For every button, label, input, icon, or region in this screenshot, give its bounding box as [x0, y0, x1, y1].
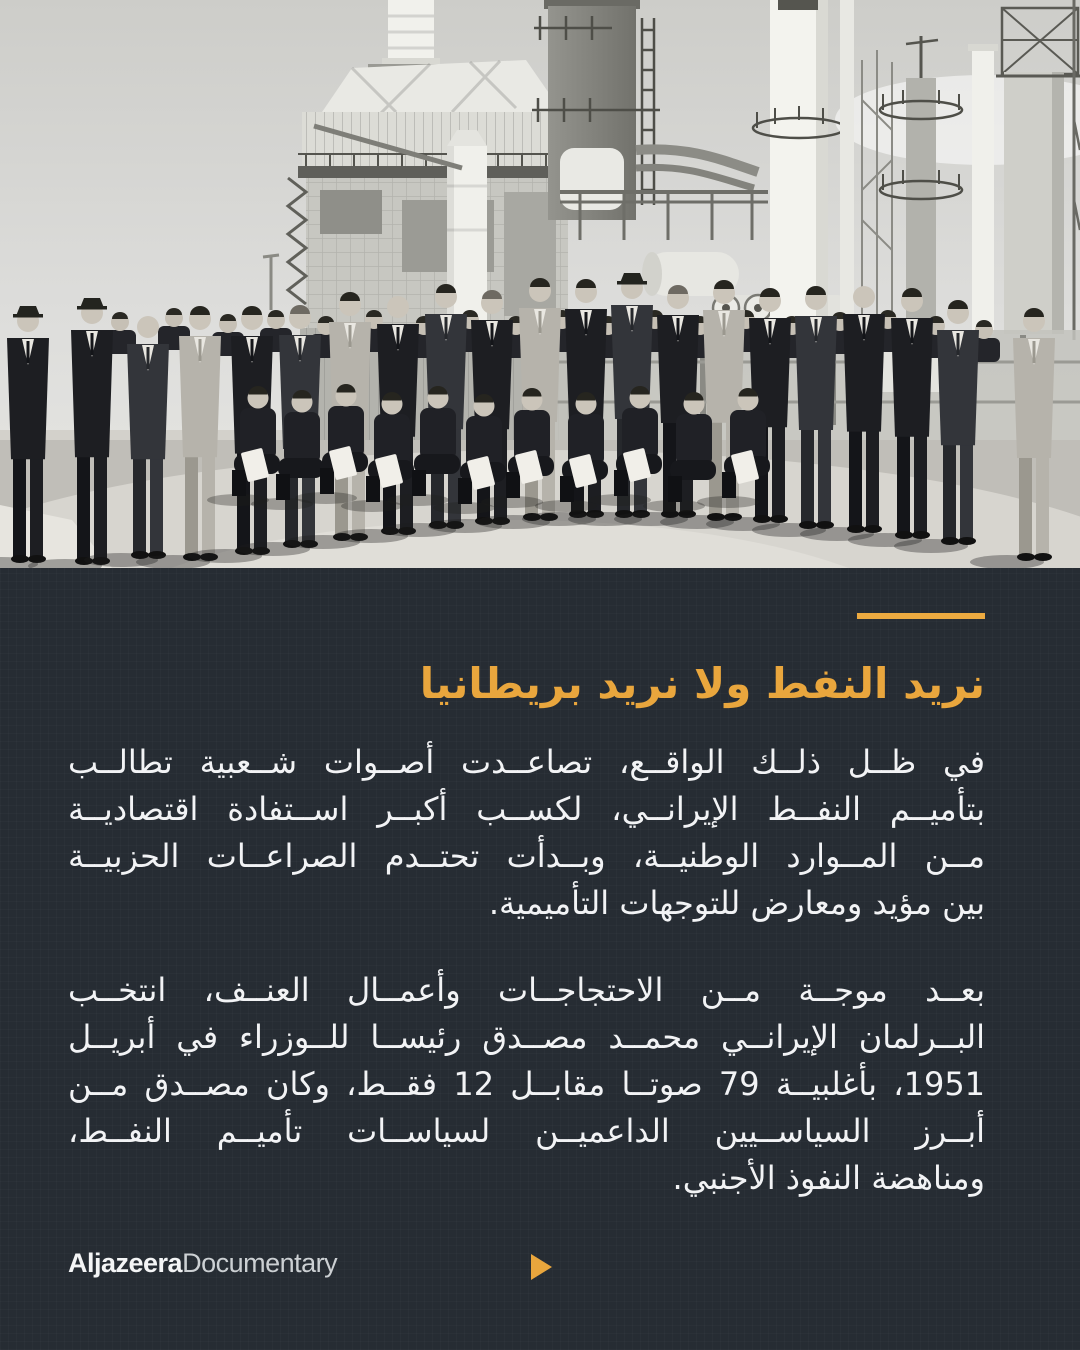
paragraph-line: بتأميــم النفــط الإيرانــي، لكســب أكبــر اســتفادة اقتصاديــة [68, 790, 985, 828]
brand-bold: Aljazeera [68, 1248, 183, 1278]
paragraph-line: ومناهضة النفوذ الأجنبي. [672, 1159, 985, 1197]
brand-light: Documentary [182, 1248, 338, 1278]
article-title: نريد النفط ولا نريد بريطانيا [419, 659, 985, 708]
paragraph-line: في ظــل ذلــك الواقــع، تصاعــدت أصــوات شــعبية تطالــب [68, 743, 985, 781]
play-icon[interactable] [531, 1254, 552, 1280]
paragraph-line: بين مؤيد ومعارض للتوجهات التأميمية. [488, 884, 985, 922]
refinery-group-photo-illustration [0, 0, 1080, 568]
paragraph-line: البــرلمان الإيرانــي محمــد مصــدق رئيســا للــوزراء في أبريــل [68, 1018, 985, 1056]
paragraph-1 [68, 739, 985, 927]
accent-bar [857, 613, 985, 619]
text-panel [0, 568, 1080, 1350]
paragraph-line: أبــرز السياســيين الداعميــن لسياســات تأميــم النفــط، [68, 1112, 985, 1150]
paragraph-line: مــن المــوارد الوطنيــة، وبــدأت تحتــدم الصراعــات الحزبيــة [68, 837, 985, 875]
paragraph-line: 1951، بأغلبيــة 79 صوتــا مقابــل 12 فقــط، وكان مصــدق مــن [68, 1065, 986, 1103]
footer [0, 1246, 1080, 1290]
aljazeera-logo [68, 1248, 337, 1279]
paragraph-line: بعــد موجــة مــن الاحتجاجــات وأعمــال العنــف، انتخــب [68, 971, 985, 1009]
paragraph-2 [68, 967, 985, 1202]
hero-photo [0, 0, 1080, 568]
